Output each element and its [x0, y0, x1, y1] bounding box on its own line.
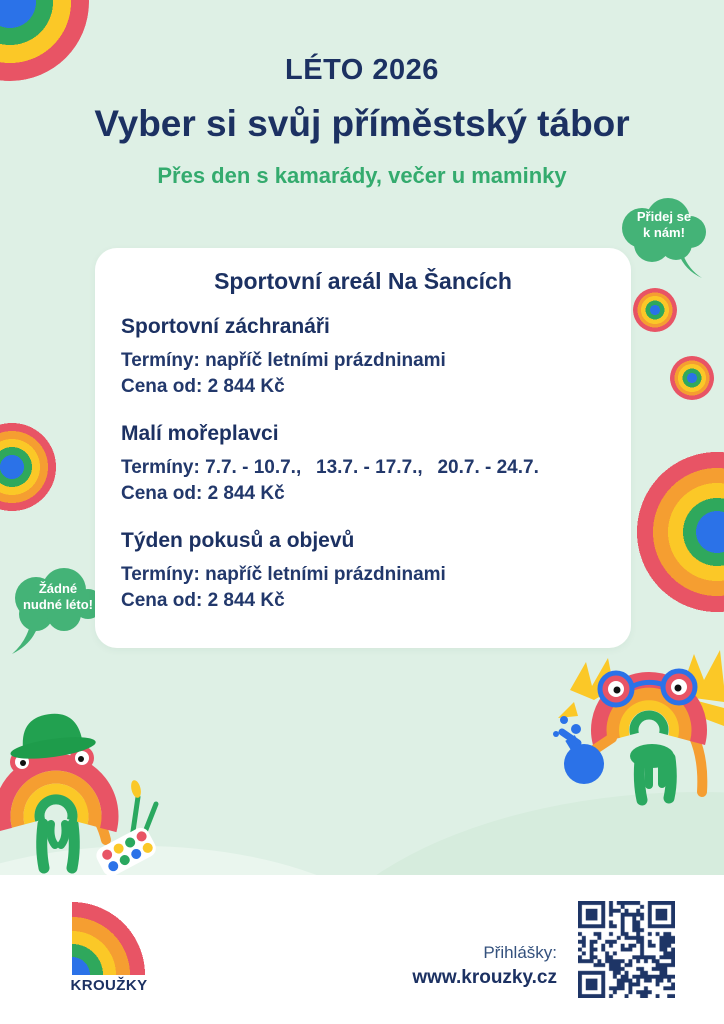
footer [0, 875, 724, 1024]
price-value: 2 844 Kč [207, 590, 285, 611]
terms-value: napříč letními prázdninami [205, 350, 446, 371]
signup-block [412, 943, 557, 989]
camp-item [121, 527, 605, 614]
camp-price [121, 481, 605, 507]
bubble-boring-line1: Žádné [38, 581, 78, 596]
bubble-join-line1: Přidej se [636, 209, 692, 224]
crab-body-green-arch [630, 744, 674, 768]
rainbow-circle-right-small2-icon [670, 356, 714, 400]
venue-title: Sportovní areál Na Šancích [214, 268, 512, 294]
rainbow-quarter-logo-icon [72, 901, 146, 975]
qr-code [578, 901, 675, 998]
website-link[interactable]: www.krouzky.cz [412, 967, 557, 988]
crab-painter-illustration [0, 698, 188, 883]
camp-price [121, 588, 605, 614]
terms-value: 7.7. - 10.7., 13.7. - 17.7., 20.7. - 24.7. [205, 457, 539, 478]
terms-label: Termíny: [121, 564, 200, 585]
camp-item [121, 313, 605, 400]
camp-terms [121, 455, 605, 481]
terms-value: napříč letními prázdninami [205, 564, 446, 585]
bubble-join-line2: k nám! [643, 225, 685, 240]
camp-price [121, 374, 605, 400]
camp-terms [121, 348, 605, 374]
crab-leg-orange [694, 737, 702, 792]
terms-label: Termíny: [121, 350, 200, 371]
program-card [95, 248, 631, 648]
bubble-boring-line2: nudné léto! [22, 597, 94, 612]
page-title: Vyber si svůj příměstský tábor [94, 103, 630, 144]
price-value: 2 844 Kč [207, 376, 285, 397]
price-value: 2 844 Kč [207, 483, 285, 504]
price-label: Cena od: [121, 376, 203, 397]
signup-label: Přihlášky: [483, 943, 557, 962]
brand-wordmark: KROUŽKY [70, 977, 148, 994]
price-label: Cena od: [121, 590, 203, 611]
crab-scientist-illustration [534, 642, 724, 822]
speech-bubble-join-text [612, 209, 716, 241]
crab-legs [42, 824, 75, 868]
rainbow-circle-right-small-icon [633, 288, 677, 332]
season-kicker: LÉTO 2026 [285, 54, 439, 86]
camp-name: Malí mořeplavci [121, 422, 279, 445]
camp-terms [121, 562, 605, 588]
camp-name: Sportovní záchranáři [121, 315, 330, 338]
camp-name: Týden pokusů a objevů [121, 529, 355, 552]
page-subtitle: Přes den s kamarády, večer u maminky [157, 163, 567, 188]
price-label: Cena od: [121, 483, 203, 504]
terms-label: Termíny: [121, 457, 200, 478]
rainbow-circle-right-large-icon [632, 447, 724, 617]
rainbow-circle-left-icon [0, 422, 57, 512]
camp-item [121, 420, 605, 507]
